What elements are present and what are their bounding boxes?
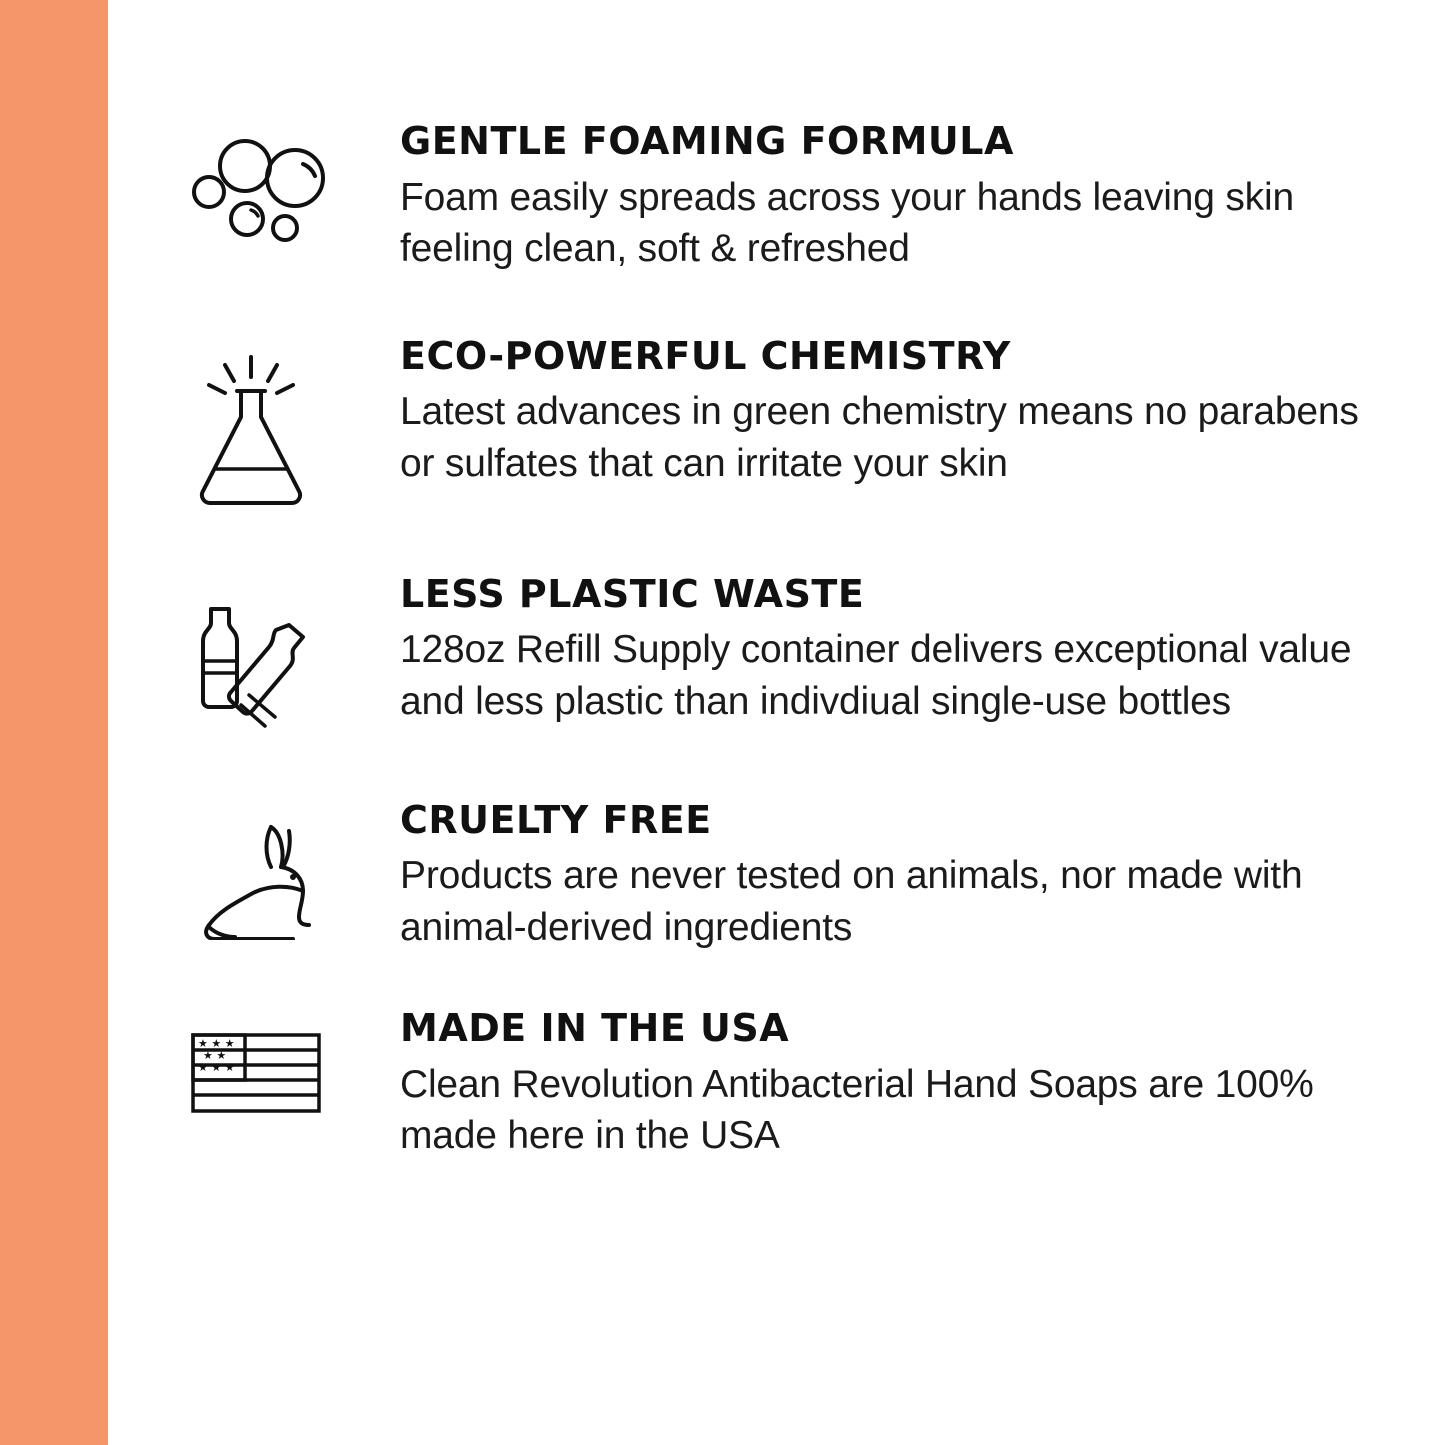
feature-list [185,118,1400,1162]
feature-description: Foam easily spreads across your hands leaving skin feeling clean, soft & refreshed [400,175,1294,271]
feature-item-less-plastic-waste [185,571,1400,749]
feature-title: ECO-POWERFUL CHEMISTRY [400,333,1011,378]
rabbit-icon [185,815,345,940]
plastic-bottles-icon [185,589,345,749]
feature-text-cell [400,333,1400,490]
svg-text:★ ★ ★: ★ ★ ★ [198,1061,235,1075]
feature-title: MADE IN THE USA [400,1006,790,1051]
feature-icon-cell [185,797,400,940]
feature-icon-cell [185,118,400,256]
soap-bubbles-icon [185,136,345,256]
feature-item-made-in-the-usa [185,1005,1400,1162]
feature-icon-cell [185,1005,400,1123]
feature-icon-cell [185,333,400,516]
feature-title: CRUELTY FREE [400,797,712,842]
feature-description: Products are never tested on animals, nor made with animal-derived ingredients [400,854,1303,949]
feature-text-cell [400,118,1400,275]
feature-text-cell [400,1005,1400,1162]
left-accent-bar [0,0,108,1445]
feature-description: Latest advances in green chemistry means no parabens or sulfates that can irritate your skin [400,390,1359,485]
feature-title: LESS PLASTIC WASTE [400,571,865,616]
feature-text-cell [400,797,1400,954]
feature-title: GENTLE FOAMING FORMULA [400,119,1014,163]
feature-item-eco-powerful-chemistry [185,333,1400,516]
feature-description: Clean Revolution Antibacterial Hand Soaps are 100% made here in the USA [400,1062,1314,1158]
feature-description: 128oz Refill Supply container delivers exceptional value and less plastic than indivdiual single-use bottles [400,628,1352,723]
feature-text-cell [400,571,1400,728]
feature-item-cruelty-free [185,797,1400,954]
svg-text:★ ★: ★ ★ [203,1049,227,1063]
feature-item-gentle-foaming-formula [185,118,1400,275]
chemistry-flask-icon [185,351,335,516]
usa-flag-icon [185,1023,335,1123]
feature-icon-cell [185,571,400,749]
svg-text:★ ★ ★: ★ ★ ★ [198,1037,235,1051]
